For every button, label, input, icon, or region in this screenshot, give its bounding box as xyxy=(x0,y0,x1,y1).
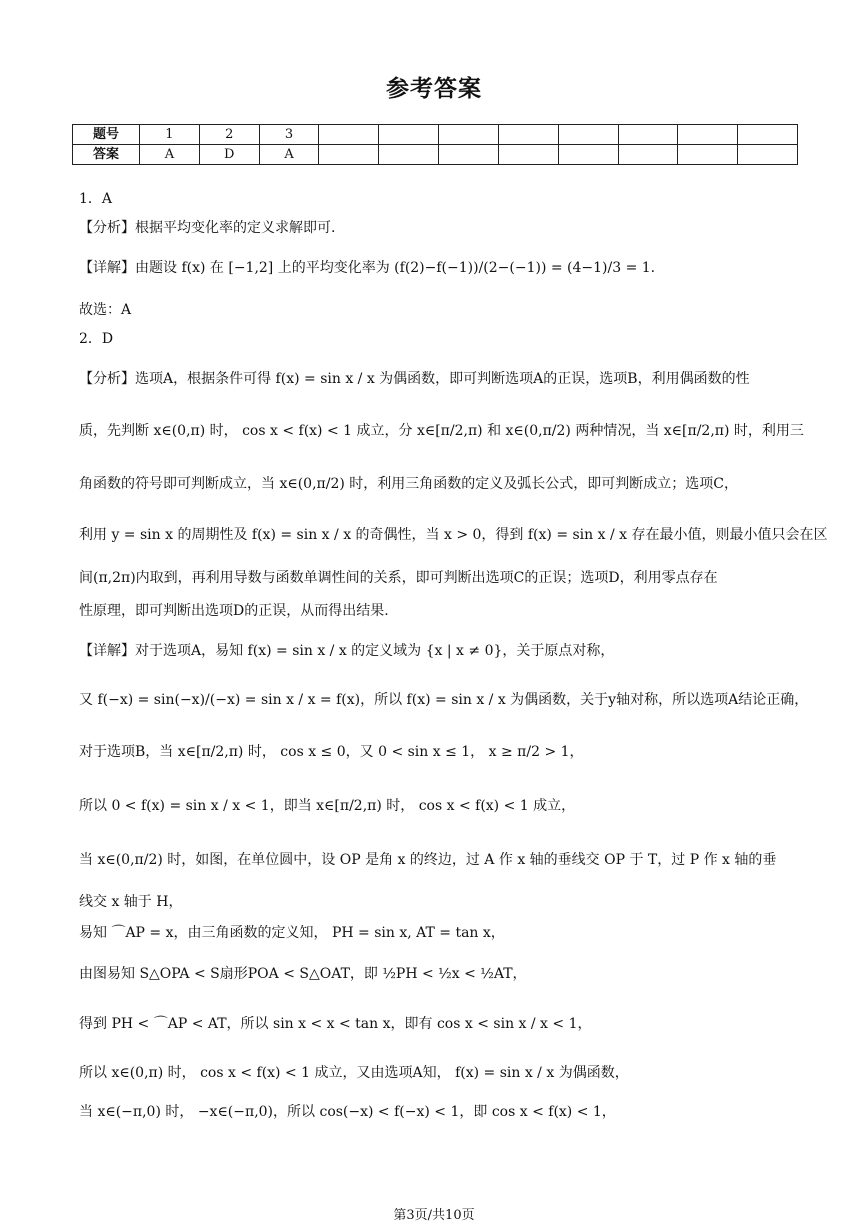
table-cell xyxy=(678,145,738,165)
table-cell xyxy=(618,145,678,165)
q2-detail-line: 对于选项B，当 x∈[π/2,π) 时， cos x ≤ 0，又 0 < sin x ≤ 1， x ≥ π/2 > 1， xyxy=(79,744,584,760)
q1-analysis: 【分析】根据平均变化率的定义求解即可. xyxy=(79,220,336,236)
q2-detail-line: 线交 x 轴于 H， xyxy=(79,894,183,910)
q1-conclusion: 故选：A xyxy=(79,302,132,318)
table-cell: 2 xyxy=(199,125,259,145)
q2-analysis-line: 角函数的符号即可判断成立，当 x∈(0,π/2) 时，利用三角函数的定义及弧长公式，即可判断成立；选项C， xyxy=(79,476,738,492)
q1-heading: 1．A xyxy=(79,191,113,207)
q2-detail-line: 所以 0 < f(x) = sin x / x < 1，即当 x∈[π/2,π) 时， cos x < f(x) < 1 成立， xyxy=(79,798,576,814)
table-cell xyxy=(738,145,798,165)
table-cell xyxy=(439,125,499,145)
q2-detail-line: 【详解】对于选项A，易知 f(x) = sin x / x 的定义域为 {x | x ≠ 0}，关于原点对称， xyxy=(79,643,615,659)
table-cell xyxy=(319,145,379,165)
q2-analysis-line: 【分析】选项A，根据条件可得 f(x) = sin x / x 为偶函数，即可判断选项A的正误，选项B，利用偶函数的性 xyxy=(79,371,750,387)
table-cell xyxy=(498,145,558,165)
table-row-answers xyxy=(73,145,798,165)
q2-analysis-line: 性原理，即可判断出选项D的正误，从而得出结果. xyxy=(79,603,389,619)
table-cell xyxy=(618,125,678,145)
q2-detail-line: 由图易知 S△OPA < S扇形POA < S△OAT，即 ½PH < ½x < ½AT， xyxy=(79,966,527,982)
q2-analysis-line: 间(π,2π)内取到，再利用导数与函数单调性间的关系，即可判断出选项C的正误；选项D，利用零点存在 xyxy=(79,570,718,586)
table-cell xyxy=(558,125,618,145)
page-footer: 第3页/共10页 xyxy=(393,1208,475,1223)
table-cell xyxy=(379,125,439,145)
table-cell xyxy=(498,125,558,145)
table-cell: 1 xyxy=(140,125,200,145)
page-title: 参考答案 xyxy=(386,76,482,102)
q2-detail-line: 当 x∈(−π,0) 时， −x∈(−π,0)，所以 cos(−x) < f(−x) < 1，即 cos x < f(x) < 1， xyxy=(79,1104,616,1120)
table-cell xyxy=(319,125,379,145)
table-cell xyxy=(678,125,738,145)
table-cell: 3 xyxy=(259,125,319,145)
table-header-answer: 答案 xyxy=(73,145,140,165)
table-cell xyxy=(558,145,618,165)
q1-detail: 【详解】由题设 f(x) 在 [−1,2] 上的平均变化率为 (f(2)−f(−1))/(2−(−1)) = (4−1)/3 = 1. xyxy=(79,260,656,276)
q2-analysis-line: 利用 y = sin x 的周期性及 f(x) = sin x / x 的奇偶性，当 x > 0，得到 f(x) = sin x / x 存在最小值，则最小值只会在区 xyxy=(79,527,828,543)
answer-table xyxy=(72,124,798,165)
table-header-number: 题号 xyxy=(73,125,140,145)
q2-detail-line: 所以 x∈(0,π) 时， cos x < f(x) < 1 成立，又由选项A知， f(x) = sin x / x 为偶函数， xyxy=(79,1065,629,1081)
q2-heading: 2．D xyxy=(79,331,114,347)
table-cell xyxy=(379,145,439,165)
table-cell xyxy=(439,145,499,165)
q2-analysis-line: 质，先判断 x∈(0,π) 时， cos x < f(x) < 1 成立，分 x∈[π/2,π) 和 x∈(0,π/2) 两种情况，当 x∈[π/2,π) 时，利用三 xyxy=(79,423,804,439)
table-cell: D xyxy=(199,145,259,165)
table-row-numbers xyxy=(73,125,798,145)
table-cell xyxy=(738,125,798,145)
q2-detail-line: 当 x∈(0,π/2) 时，如图，在单位圆中，设 OP 是角 x 的终边，过 A 作 x 轴的垂线交 OP 于 T，过 P 作 x 轴的垂 xyxy=(79,852,777,868)
table-cell: A xyxy=(259,145,319,165)
q2-detail-line: 得到 PH < ⌒AP < AT，所以 sin x < x < tan x，即有 cos x < sin x / x < 1， xyxy=(79,1016,592,1032)
q2-detail-line: 易知 ⌒AP = x，由三角函数的定义知， PH = sin x, AT = tan x， xyxy=(79,925,505,941)
q2-detail-line: 又 f(−x) = sin(−x)/(−x) = sin x / x = f(x)，所以 f(x) = sin x / x 为偶函数，关于y轴对称，所以选项A结论正确， xyxy=(79,692,809,708)
table-cell: A xyxy=(140,145,200,165)
